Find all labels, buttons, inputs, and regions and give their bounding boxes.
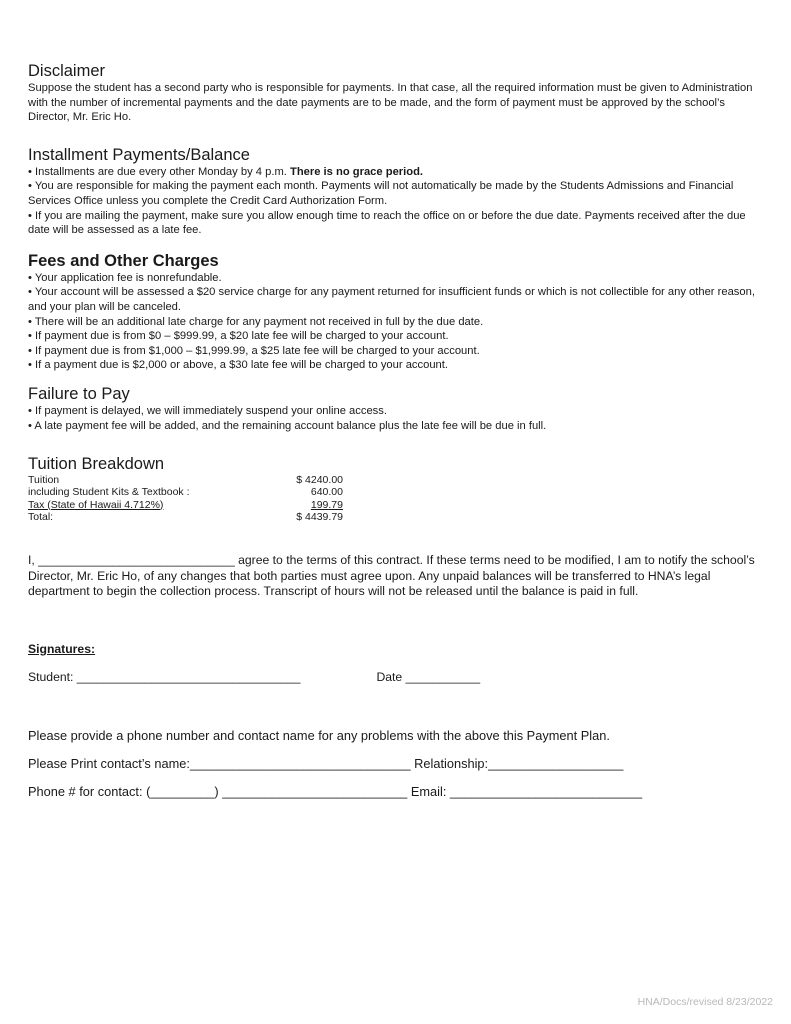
student-signature-field[interactable]: Student: _________________________________ — [28, 669, 301, 684]
tuition-row — [28, 499, 343, 511]
tuition-row — [28, 474, 343, 486]
failure-section — [28, 385, 758, 433]
tuition-row — [28, 486, 343, 498]
installments-bullet-1 — [28, 165, 758, 180]
failure-bullet: • If payment is delayed, we will immediately suspend your online access. — [28, 404, 387, 417]
tuition-label: including Student Kits & Textbook : — [28, 486, 190, 499]
signatures-title: Signatures: — [28, 641, 96, 656]
tuition-section — [28, 455, 758, 523]
no-grace-period-text: There is no grace period. — [289, 165, 424, 178]
contract-page — [28, 62, 758, 799]
failure-title: Failure to Pay — [28, 384, 130, 403]
fees-title: Fees and Other Charges — [28, 251, 219, 270]
tuition-amount: $ 4240.00 — [296, 474, 343, 487]
installments-bullet-3: • If you are mailing the payment, make sure you allow enough time to reach the office on or before the due date. Payments received after the due date will be assessed as a late fee. — [28, 209, 746, 237]
tuition-amount: $ 4439.79 — [296, 510, 343, 523]
fees-bullet: • Your account will be assessed a $20 service charge for any payment returned for insufficient funds or which is not collectible for any other reason, and your plan will be canceled. — [28, 286, 755, 313]
signature-row — [28, 670, 758, 684]
fees-bullet: • Your application fee is nonrefundable. — [28, 271, 222, 284]
tuition-label: Tax (State of Hawaii 4.712%) — [28, 498, 164, 511]
installments-title: Installment Payments/Balance — [28, 145, 250, 164]
disclaimer-section — [28, 62, 758, 125]
disclaimer-title: Disclaimer — [28, 62, 106, 80]
tuition-label: Tuition — [28, 474, 60, 487]
contact-name-field[interactable]: Please Print contact’s name:_______________________________ Relationship:___________________ — [28, 755, 624, 771]
fees-bullet: • If payment due is from $0 – $999.99, a $20 late fee will be charged to your account. — [28, 330, 449, 343]
fees-section — [28, 252, 758, 373]
tuition-amount: 640.00 — [310, 486, 343, 499]
contact-phone-email-field[interactable]: Phone # for contact: (_________) __________________________ Email: ___________________________ — [28, 783, 643, 799]
contact-instruction: Please provide a phone number and contact name for any problems with the above this Payment Plan. — [28, 727, 610, 743]
fees-bullet: • There will be an additional late charge for any payment not received in full by the due date. — [28, 315, 484, 328]
failure-bullet: • A late payment fee will be added, and the remaining account balance plus the late fee will be due in full. — [28, 419, 547, 432]
tuition-amount: 199.79 — [310, 498, 343, 511]
tuition-table — [28, 474, 343, 523]
installments-bullet-2: • You are responsible for making the payment each month. Payments will not automatically be made by the Students Admissions and Financial Services Office unless you complete the Credit Card Authorization Form. — [28, 180, 734, 207]
revision-footer: HNA/Docs/revised 8/23/2022 — [637, 996, 773, 1008]
tuition-row — [28, 511, 343, 523]
tuition-title: Tuition Breakdown — [28, 455, 165, 474]
agreement-paragraph: I, _____________________________ agree to the terms of this contract. If these terms need to be modified, I am to notify the school’s Director, Mr. Eric Ho, of any changes that both parties must agree upon. Any unpaid balances will be transferred to HNA’s legal department to begin the collection process. Transcript of hours will not be released until the balance is paid in full. — [28, 552, 755, 599]
disclaimer-body: Suppose the student has a second party who is responsible for payments. In that case, all the required information must be given to Administration with the number of incremental payments and the date payments are to be made, and the form of payment must be approved by the school’s Director, Mr. Eric Ho. — [28, 82, 753, 124]
fees-bullet: • If a payment due is $2,000 or above, a $30 late fee will be charged to your account. — [28, 359, 448, 372]
installments-bullet-1-text: • Installments are due every other Monday by 4 p.m. — [28, 165, 290, 178]
installments-section — [28, 146, 758, 238]
fees-bullet: • If payment due is from $1,000 – $1,999.99, a $25 late fee will be charged to your account. — [28, 344, 480, 357]
date-field[interactable]: Date ___________ — [376, 669, 481, 684]
tuition-label: Total: — [28, 510, 54, 523]
